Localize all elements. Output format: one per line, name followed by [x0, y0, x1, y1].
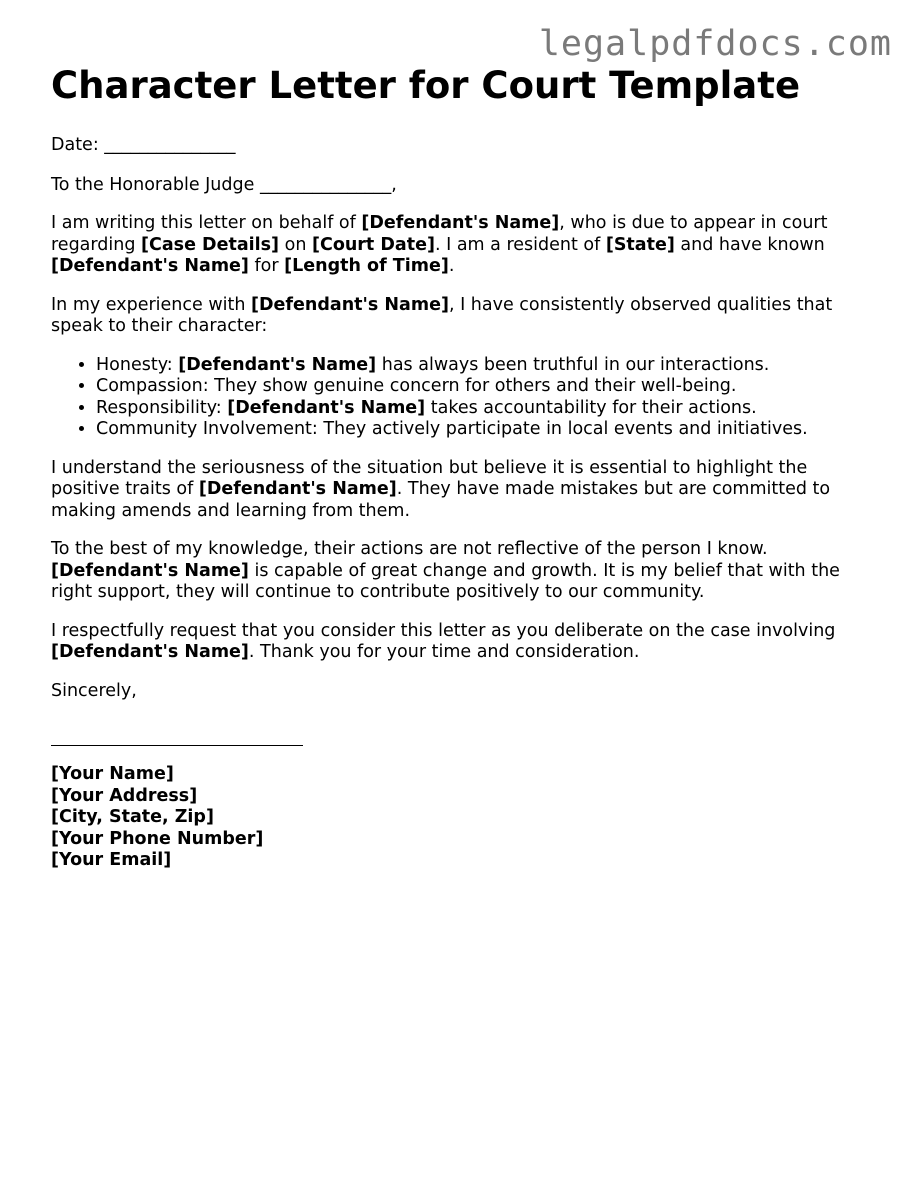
list-item: • Compassion: They show genuine concern for others and their well-being.	[96, 376, 871, 398]
paragraph-request: I respectfully request that you consider this letter as you deliberate on the case involving [Defendant's Name]. Thank you for your time and consideration.	[51, 620, 836, 663]
placeholder-court-date: [Court Date]	[311, 234, 435, 255]
contact-email: [Your Email]	[51, 850, 172, 871]
placeholder-defendant-name: [Defendant's Name]	[51, 642, 249, 663]
placeholder-state: [State]	[605, 234, 675, 255]
qualities-list	[51, 355, 871, 441]
contact-name: [Your Name]	[51, 764, 174, 785]
placeholder-defendant-name: [Defendant's Name]	[51, 560, 249, 581]
page-title: Character Letter for Court Template	[51, 64, 801, 107]
watermark: legalpdfdocs.com	[538, 24, 892, 64]
list-item: • Community Involvement: They actively participate in local events and initiatives.	[96, 419, 871, 441]
placeholder-length-of-time: [Length of Time]	[284, 256, 449, 277]
placeholder-defendant-name: [Defendant's Name]	[198, 479, 397, 500]
closing: Sincerely,	[51, 680, 137, 701]
paragraph-knowledge: To the best of my knowledge, their actions are not reflective of the person I know. [Defendant's Name] is capable of great change and growth. It is my belief that with the right support, they will continue to contribute positively to our community.	[51, 539, 840, 603]
paragraph-experience: In my experience with [Defendant's Name], I have consistently observed qualities that speak to their character:	[51, 294, 833, 337]
contact-city-state-zip: [City, State, Zip]	[51, 807, 214, 828]
list-item: • Honesty: [Defendant's Name] has always been truthful in our interactions.	[96, 355, 871, 377]
placeholder-defendant-name: [Defendant's Name]	[51, 256, 249, 277]
contact-address: [Your Address]	[51, 785, 198, 806]
contact-phone: [Your Phone Number]	[51, 828, 264, 849]
list-item: • Responsibility: [Defendant's Name] takes accountability for their actions.	[96, 398, 871, 420]
salutation: To the Honorable Judge _______________,	[51, 174, 397, 195]
letter-body	[51, 64, 871, 872]
placeholder-defendant-name: [Defendant's Name]	[361, 213, 560, 234]
date-line: Date: _______________	[51, 135, 236, 156]
paragraph-intro: I am writing this letter on behalf of [Defendant's Name], who is due to appear in court regarding [Case Details] on [Court Date]. I am a resident of [State] and have known [Defendant's Name] for [Length of Time].	[51, 213, 828, 277]
signature-line	[51, 724, 303, 746]
paragraph-seriousness: I understand the seriousness of the situation but believe it is essential to highlight the positive traits of [Defendant's Name]. They have made mistakes but are committed to making amends and learning from them.	[51, 457, 831, 521]
contact-block	[51, 764, 871, 872]
placeholder-defendant-name: [Defendant's Name]	[251, 294, 449, 315]
placeholder-case-details: [Case Details]	[141, 234, 280, 255]
